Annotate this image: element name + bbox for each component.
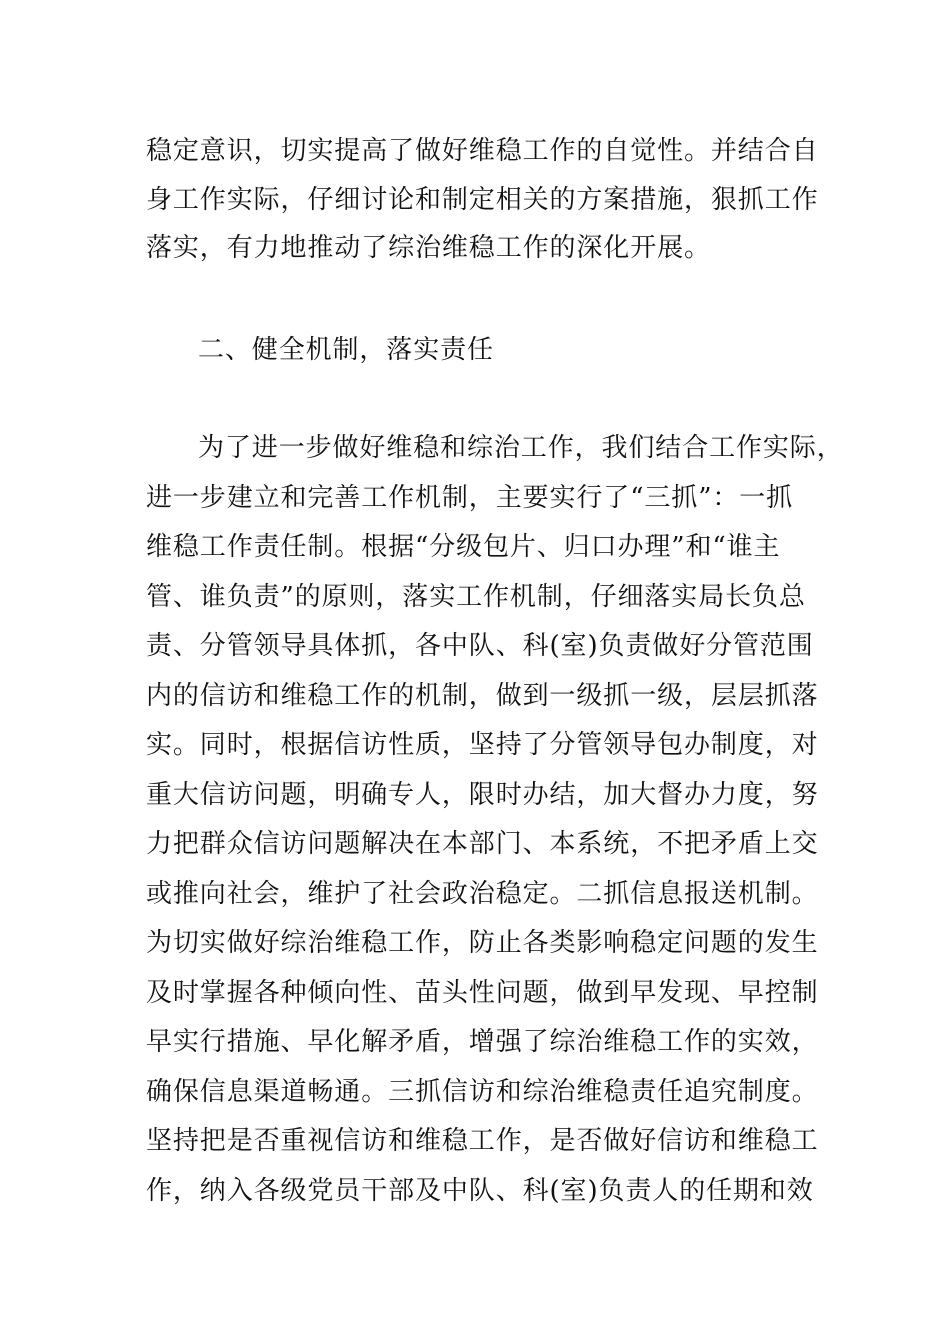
paragraph-line: 早实行措施、早化解矛盾，增强了综治维稳工作的实效， (146, 1027, 819, 1057)
paragraph-line: 内的信访和维稳工作的机制，做到一级抓一级，层层抓落 (146, 681, 819, 711)
paragraph-line: 进一步建立和完善工作机制，主要实行了“三抓”：一抓 (146, 483, 794, 513)
paragraph-line: 重大信访问题，明确专人，限时办结，加大督办力度，努 (146, 780, 819, 810)
paragraph-line: 力把群众信访问题解决在本部门、本系统，不把矛盾上交 (146, 829, 819, 859)
paragraph-line: 作，纳入各级党员干部及中队、科(室)负责人的任期和效 (146, 1176, 814, 1206)
paragraph-line: 身工作实际，仔细讨论和制定相关的方案措施，狠抓工作 (146, 185, 819, 215)
paragraph-line: 实。同时，根据信访性质，坚持了分管领导包办制度，对 (146, 730, 819, 760)
section-heading: 二、健全机制，落实责任 (198, 335, 494, 365)
paragraph-line: 确保信息渠道畅通。三抓信访和综治维稳责任追究制度。 (146, 1077, 819, 1107)
paragraph-line: 为切实做好综治维稳工作，防止各类影响稳定问题的发生 (146, 928, 819, 958)
paragraph-line: 或推向社会，维护了社会政治稳定。二抓信息报送机制。 (146, 879, 819, 909)
paragraph-line: 及时掌握各种倾向性、苗头性问题，做到早发现、早控制 (146, 978, 819, 1008)
paragraph-line: 为了进一步做好维稳和综治工作，我们结合工作实际， (198, 433, 844, 463)
paragraph-line: 维稳工作责任制。根据“分级包片、归口办理”和“谁主 (146, 532, 781, 562)
paragraph-line: 落实，有力地推动了综治维稳工作的深化开展。 (146, 233, 711, 263)
paragraph-line: 稳定意识，切实提高了做好维稳工作的自觉性。并结合自 (146, 136, 819, 166)
paragraph-line: 责、分管领导具体抓，各中队、科(室)负责做好分管范围 (146, 631, 814, 661)
paragraph-line: 管、谁负责”的原则，落实工作机制，仔细落实局长负总 (146, 582, 806, 612)
paragraph-line: 坚持把是否重视信访和维稳工作，是否做好信访和维稳工 (146, 1126, 819, 1156)
